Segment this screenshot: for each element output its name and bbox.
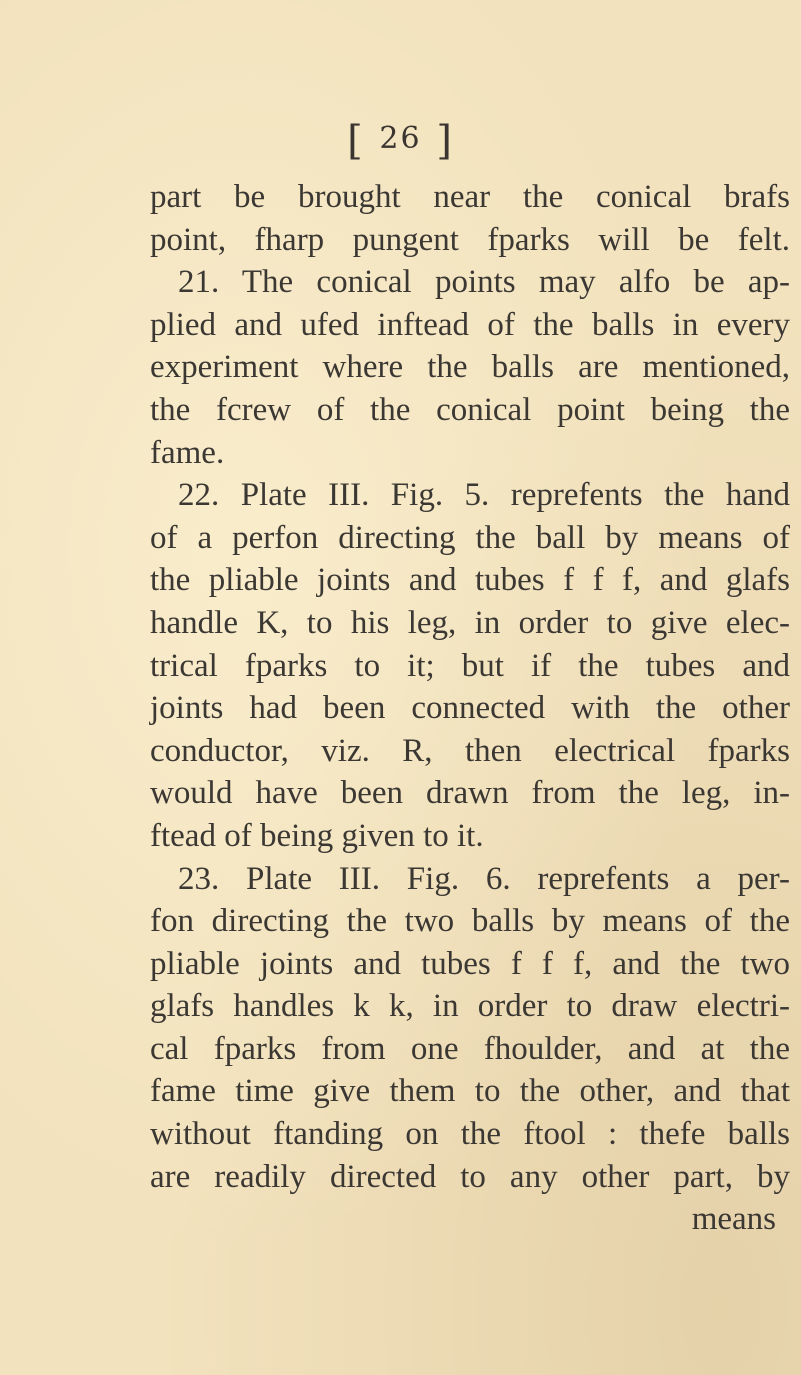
text-line: point, fharp pungent fparks will be felt. xyxy=(150,221,790,258)
page-number: 26 xyxy=(379,121,422,156)
text-line: part be brought near the conical brafs xyxy=(150,179,790,215)
text-line: would have been drawn from the leg, in- xyxy=(150,775,790,812)
text-line: conductor, viz. R, then electrical fparks xyxy=(150,732,790,769)
text-line: cal fparks from one fhoulder, and at the xyxy=(150,1030,790,1067)
text-line: fame time give them to the other, and that xyxy=(150,1073,790,1110)
header-close-bracket: ] xyxy=(436,118,454,164)
body-text xyxy=(150,176,790,1241)
paragraph-end-line: fame. xyxy=(150,434,225,471)
text-line: of a perfon directing the ball by means of xyxy=(150,519,790,556)
header-open-bracket: [ xyxy=(347,118,365,164)
text-line: fon directing the two balls by means of the xyxy=(150,903,790,940)
text-line: plied and ufed inftead of the balls in every xyxy=(150,306,790,343)
paragraph-21-start: 21. The conical points may alfo be ap- xyxy=(178,264,790,301)
paragraph-23-start: 23. Plate III. Fig. 6. reprefents a per- xyxy=(178,860,790,897)
text-line: without ftanding on the ftool : thefe balls xyxy=(150,1116,790,1153)
catchword: means xyxy=(691,1201,776,1238)
text-line: handle K, to his leg, in order to give elec- xyxy=(150,604,790,641)
text-line: are readily directed to any other part, by xyxy=(150,1158,790,1195)
page-header xyxy=(0,118,801,164)
text-line: glafs handles k k, in order to draw electri- xyxy=(150,988,790,1025)
text-line: pliable joints and tubes f f f, and the two xyxy=(150,945,790,982)
paragraph-end-line: ftead of being given to it. xyxy=(150,817,484,854)
paragraph-22-start: 22. Plate III. Fig. 5. reprefents the hand xyxy=(178,477,790,514)
text-line: joints had been connected with the other xyxy=(150,690,790,727)
text-line: the pliable joints and tubes f f f, and glafs xyxy=(150,562,790,599)
text-line: experiment where the balls are mentioned, xyxy=(150,349,790,386)
text-line: the fcrew of the conical point being the xyxy=(150,391,790,428)
text-line: trical fparks to it; but if the tubes and xyxy=(150,647,790,684)
